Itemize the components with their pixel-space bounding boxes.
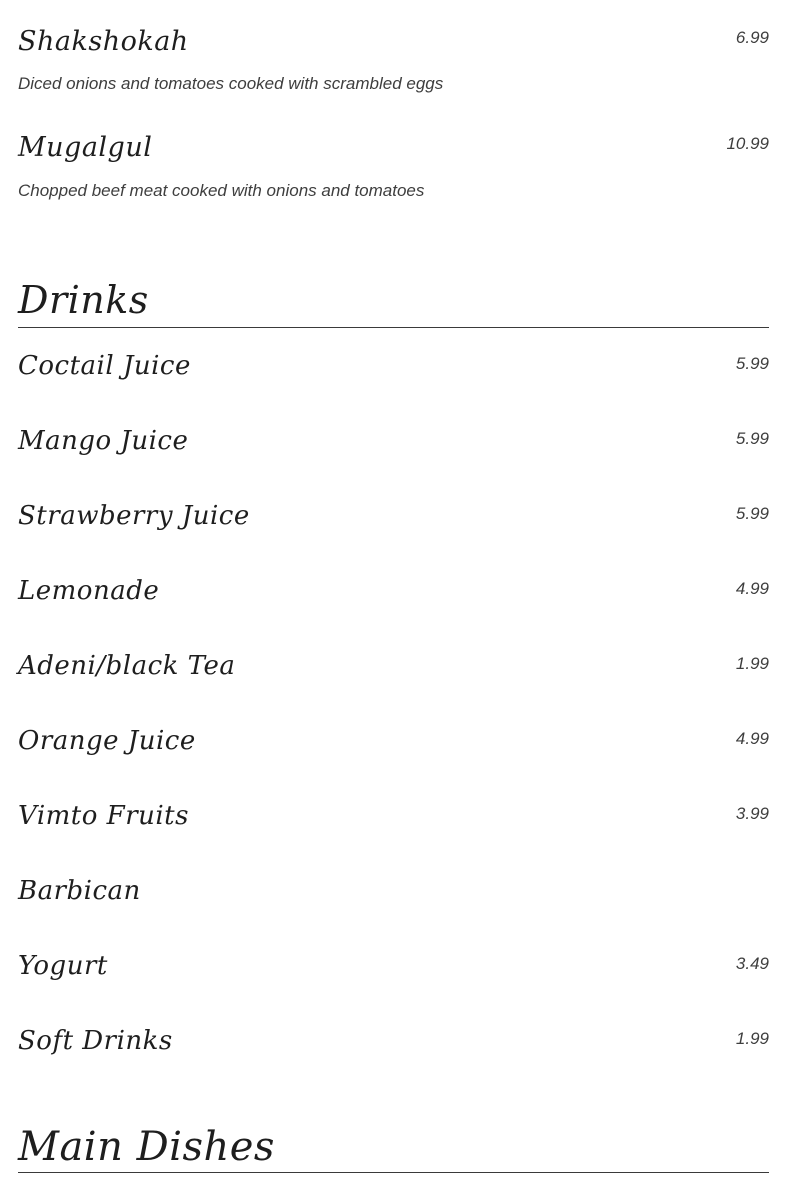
menu-item — [18, 24, 769, 94]
dish-price: 5.99 — [735, 428, 769, 448]
menu-item-row — [18, 500, 769, 575]
drinks-list — [18, 328, 769, 1100]
dish-price: 5.99 — [735, 503, 769, 523]
dish-name: Yogurt — [18, 950, 108, 981]
dish-price: 3.99 — [735, 803, 769, 823]
dish-price: 1.99 — [735, 1028, 769, 1048]
dish-name: Shakshokah — [18, 26, 189, 57]
menu-item-row — [18, 1025, 769, 1100]
menu-item-row — [18, 875, 769, 950]
section-header-main-dishes: Main Dishes — [18, 1124, 769, 1173]
dish-name: Lemonade — [18, 575, 160, 606]
menu-item-row — [18, 650, 769, 725]
dish-price: 5.99 — [735, 353, 769, 373]
dish-name: Mugalgul — [18, 132, 153, 164]
dish-name: Soft Drinks — [18, 1025, 173, 1056]
menu-item-row — [18, 350, 769, 425]
menu-item-row — [18, 575, 769, 650]
dish-description: Chopped beef meat cooked with onions and tomatoes — [18, 180, 425, 200]
dish-name: Barbican — [18, 875, 141, 906]
dish-price: 6.99 — [735, 28, 769, 47]
dish-name: Mango Juice — [18, 425, 189, 456]
dish-name: Strawberry Juice — [18, 500, 250, 531]
dish-name: Orange Juice — [18, 725, 196, 756]
dish-price: 4.99 — [735, 578, 769, 598]
dish-price: 10.99 — [726, 134, 769, 154]
dish-price: 1.99 — [735, 653, 769, 673]
dish-description: Diced onions and tomatoes cooked with scrambled eggs — [18, 74, 444, 94]
dish-price: 4.99 — [735, 728, 769, 748]
dish-name: Coctail Juice — [18, 350, 191, 381]
menu-item-row — [18, 130, 769, 165]
menu-items-top — [18, 0, 769, 201]
menu-item — [18, 130, 769, 200]
section-main-dishes — [18, 1124, 769, 1173]
menu-item-row — [18, 725, 769, 800]
section-drinks — [18, 279, 769, 1100]
dish-name: Vimto Fruits — [18, 800, 189, 831]
menu-item-row — [18, 950, 769, 1025]
menu-item-row — [18, 425, 769, 500]
dish-price: 3.49 — [735, 953, 769, 973]
dish-name: Adeni/black Tea — [18, 650, 236, 681]
menu-item-row — [18, 800, 769, 875]
menu-item-row — [18, 24, 769, 59]
section-header-drinks: Drinks — [18, 279, 769, 328]
